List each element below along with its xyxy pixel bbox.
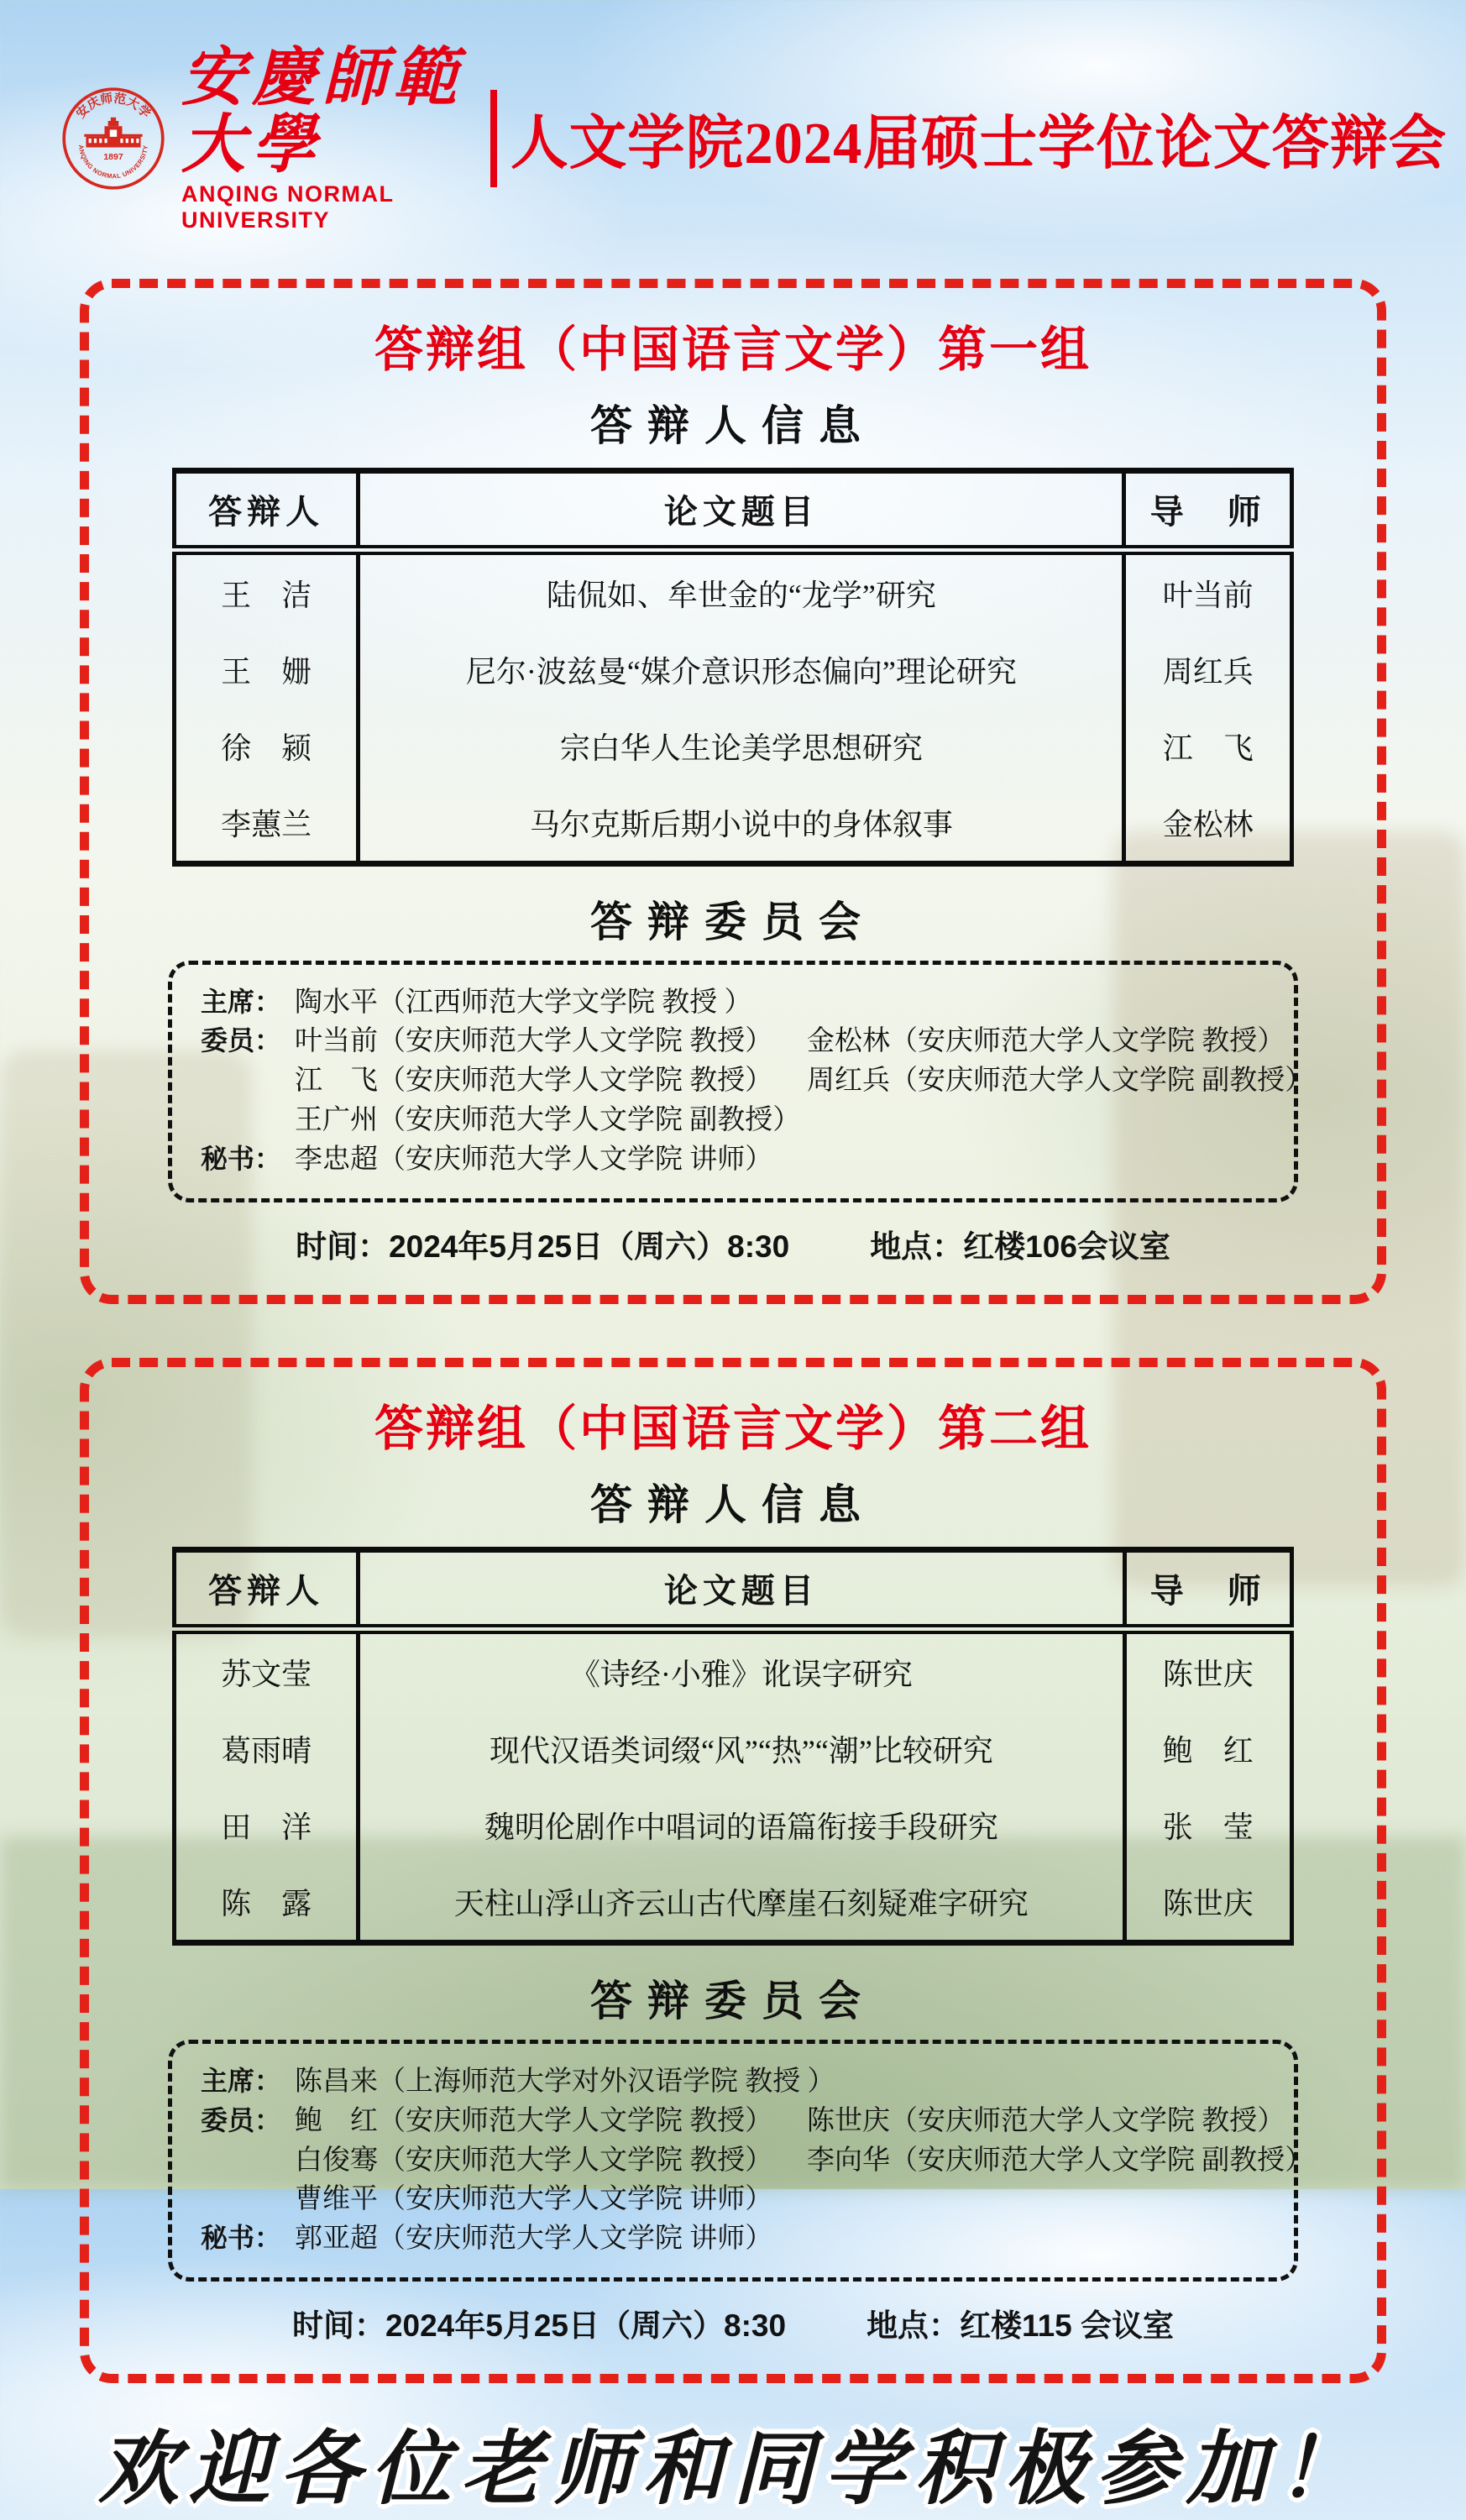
committee-line [201,983,1270,1023]
committee-member: 叶当前（安庆师范大学人文学院 教授） [295,1026,773,1057]
advisor-cell: 陈世庆 [1162,1657,1254,1691]
group-2-committee-heading: 答辩委员会 [590,1977,876,2025]
committee-member: 陶水平（江西师范大学文学院 教授 ） [295,987,752,1018]
committee-line [201,1022,1285,1061]
place-value: 红楼106会议室 [963,1229,1170,1264]
defender-name-cell: 陈 露 [221,1886,312,1920]
advisor-cell: 江 飞 [1162,731,1254,765]
defender-name-cell: 苏文莹 [221,1657,312,1691]
place-label: 地点： [870,1229,964,1264]
university-name-block [181,39,474,233]
group-2-title: 答辩组（中国语言文学）第二组 [374,1401,1092,1456]
advisor-cell: 张 莹 [1162,1810,1254,1844]
group-1-committee-box [168,961,1313,1202]
committee-member: 李忠超（安庆师范大学人文学院 讲师） [295,1145,773,1176]
defender-name-cell: 王 洁 [221,578,312,612]
header-thesis: 论文题目 [359,470,1124,550]
advisor-cell: 叶当前 [1162,578,1254,612]
committee-line [201,1101,1270,1140]
committee-member: 江 飞（安庆师范大学人文学院 教授） [295,1066,773,1097]
advisor-cell: 金松林 [1162,807,1254,841]
group-2-committee-box [168,2040,1313,2282]
committee-member: 李向华（安庆师范大学人文学院 副教授） [807,2145,1313,2176]
header-divider-bar [490,90,497,187]
committee-member: 周红兵（安庆师范大学人文学院 副教授） [807,1066,1313,1097]
seal-building-icon [84,118,142,148]
committee-line [201,2219,1270,2259]
group-2-defender-table [172,1547,1294,1946]
advisor-cell: 鲍 红 [1162,1733,1254,1768]
table-row [175,1711,1292,1787]
header-advisor: 导 师 [1124,470,1292,550]
advisor-cell: 周红兵 [1162,654,1254,689]
thesis-title-cell: 宗白华人生论美学思想研究 [359,708,1124,784]
defender-name-cell: 李蕙兰 [221,807,312,841]
header-advisor: 导 师 [1124,1549,1291,1629]
university-name-en: ANQING NORMAL UNIVERSITY [181,181,394,233]
table-header-row [175,1549,1292,1629]
place-label: 地点： [867,2308,961,2344]
university-name-cn: 安慶師範大學 [181,39,463,181]
thesis-title-cell: 《诗经·小雅》讹误字研究 [359,1629,1124,1711]
table-row [175,550,1292,631]
defense-group-2-box [80,1358,1386,2383]
committee-role-label: 主席： [201,986,282,1017]
thesis-title-cell: 尼尔·波兹曼“媒介意识形态偏向”理论研究 [359,631,1124,708]
university-seal-logo [60,86,166,191]
time-value: 2024年5月25日（周六）8:30 [389,1229,790,1264]
committee-line [201,2102,1285,2141]
committee-member: 王广州（安庆师范大学人文学院 副教授） [295,1105,801,1136]
committee-member: 陈世庆（安庆师范大学人文学院 教授） [807,2105,1285,2136]
defender-name-cell: 徐 颍 [221,731,312,765]
committee-role-label: 秘书： [201,2223,282,2254]
committee-line [201,2062,1270,2102]
table-row [175,784,1292,864]
group-2-time-place [89,2300,1377,2345]
thesis-title-cell: 天柱山浮山齐云山古代摩崖石刻疑难字研究 [359,1863,1124,1943]
committee-line [201,1061,1313,1101]
thesis-title-cell: 马尔克斯后期小说中的身体叙事 [359,784,1124,864]
advisor-cell: 陈世庆 [1162,1886,1254,1920]
poster-main-title: 人文学院2024届硕士学位论文答辩会 [510,112,1448,177]
committee-member: 白俊骞（安庆师范大学人文学院 教授） [295,2145,773,2176]
thesis-title-cell: 魏明伦剧作中唱词的语篇衔接手段研究 [359,1787,1124,1863]
committee-role-label: 委员： [201,1025,282,1056]
place-value: 红楼115 会议室 [960,2308,1175,2344]
committee-line [201,1140,1270,1180]
table-row [175,1863,1292,1943]
group-2-defender-info-heading: 答辩人信息 [590,1480,876,1528]
committee-member: 金松林（安庆师范大学人文学院 教授） [807,1026,1285,1057]
svg-text:安庆师范大学 [73,90,154,121]
time-label: 时间： [291,2308,385,2344]
committee-member: 陈昌来（上海师范大学对外汉语学院 教授 ） [295,2066,835,2097]
defender-name-cell: 田 洋 [221,1810,312,1844]
table-header-row [175,470,1292,550]
table-row [175,631,1292,708]
defense-group-1-box [80,279,1386,1304]
committee-line [201,2180,1270,2219]
group-1-defender-table [172,468,1294,867]
seal-arc-top-text: 安庆师范大学 [74,92,153,122]
committee-member: 郭亚超（安庆师范大学人文学院 讲师） [295,2224,773,2255]
committee-line [201,2141,1313,2181]
seal-year: 1897 [103,151,123,162]
committee-member: 鲍 红（安庆师范大学人文学院 教授） [295,2105,773,2136]
committee-role-label: 秘书： [201,1144,282,1175]
table-row [175,1629,1292,1711]
time-value: 2024年5月25日（周六）8:30 [385,2308,787,2344]
header-thesis: 论文题目 [359,1549,1124,1629]
seal-arc-bottom-text: ANQING NORMAL UNIVERSITY [76,144,150,181]
committee-role-label: 委员： [201,2104,282,2135]
table-row [175,1787,1292,1863]
time-label: 时间： [296,1229,390,1264]
group-1-committee-heading: 答辩委员会 [590,898,876,946]
poster-header [0,0,1466,233]
header-defender: 答辩人 [175,470,359,550]
group-1-title: 答辩组（中国语言文学）第一组 [374,322,1092,377]
committee-role-label: 主席： [201,2065,282,2096]
header-defender: 答辩人 [175,1549,359,1629]
table-row [175,708,1292,784]
welcome-message: 欢迎各位老师和同学积极参加！ [98,2421,1368,2517]
group-1-defender-info-heading: 答辩人信息 [590,401,876,449]
group-1-time-place [89,1221,1377,1266]
thesis-title-cell: 陆侃如、牟世金的“龙学”研究 [359,550,1124,631]
thesis-title-cell: 现代汉语类词缀“风”“热”“潮”比较研究 [359,1711,1124,1787]
defender-name-cell: 王 姗 [221,654,312,689]
defender-name-cell: 葛雨晴 [221,1733,312,1768]
committee-member: 曹维平（安庆师范大学人文学院 讲师） [295,2184,773,2215]
